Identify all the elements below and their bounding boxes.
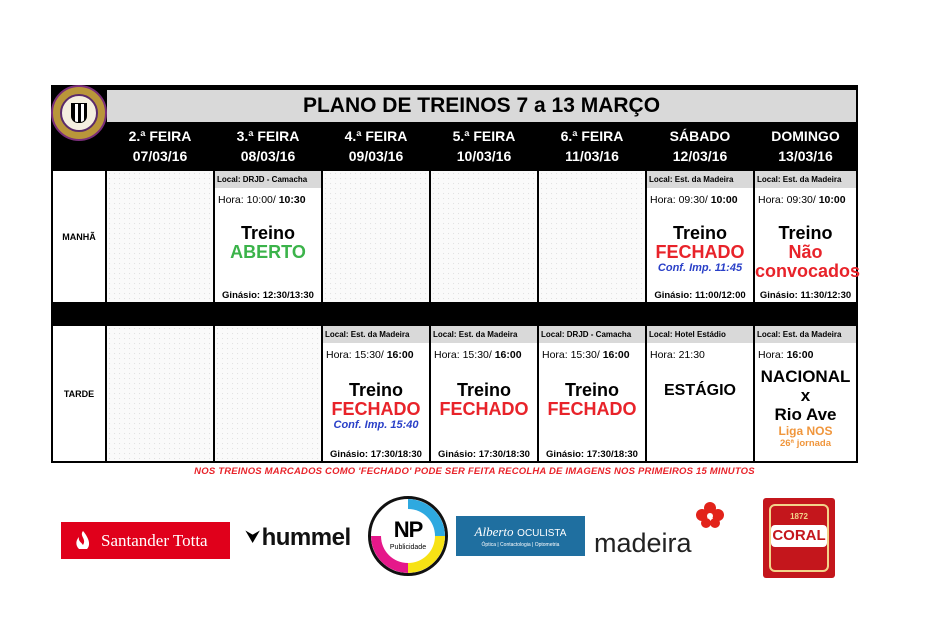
club-logo-cell (53, 87, 105, 167)
time-label: Hora: 10:00/ 10:30 (218, 194, 306, 206)
session-type: Treino (778, 223, 833, 243)
sponsor-np-publicidade (368, 496, 448, 576)
location-label: Local: DRJD - Camacha (215, 171, 321, 188)
session-type: Treino (240, 223, 295, 243)
day-header-tue (215, 124, 321, 167)
sponsor-madeira (594, 500, 730, 560)
gym-time: Ginásio: 17:30/18:30 (438, 449, 530, 460)
press-conference: Conf. Imp. 15:40 (333, 419, 419, 431)
day-name: 5.ª FEIRA (452, 128, 516, 144)
alberto-wordmark: Alberto OCULISTA (474, 524, 567, 539)
home-team: NACIONAL (760, 367, 851, 386)
day-header-sun (755, 124, 856, 167)
gym-time: Ginásio: 11:30/12:30 (759, 290, 852, 301)
session-status: ABERTO (230, 242, 306, 262)
day-date: 12/03/16 (672, 148, 728, 164)
madeira-wordmark: madeira (594, 528, 692, 558)
versus: x (800, 386, 811, 405)
cell-fri-afternoon (539, 326, 645, 461)
day-name: 2.ª FEIRA (128, 128, 192, 144)
day-name: SÁBADO (669, 128, 731, 144)
cell-sun-morning (755, 171, 861, 302)
day-name: DOMINGO (771, 128, 840, 144)
alberto-subtitle: Óptica | Contactologia | Optometria (481, 542, 560, 548)
cell-wed-morning (323, 171, 429, 302)
time-label: Hora: 15:30/ 16:00 (542, 349, 630, 361)
away-team: Rio Ave (774, 405, 837, 424)
day-header-thu (431, 124, 537, 167)
session-status: FECHADO (331, 399, 421, 419)
cell-thu-afternoon (431, 326, 537, 461)
gym-time: Ginásio: 11:00/12:00 (654, 290, 746, 301)
flame-icon (69, 528, 97, 554)
day-header-mon (107, 124, 213, 167)
sponsor-alberto-oculista (456, 516, 585, 556)
np-subtitle: Publicidade (389, 544, 427, 551)
day-header-fri (539, 124, 645, 167)
time-label: Hora: 21:30 (650, 349, 705, 361)
day-date: 10/03/16 (456, 148, 512, 164)
location-label: Local: Est. da Madeira (647, 171, 753, 188)
cell-sat-afternoon (647, 326, 753, 461)
location-label: Local: Est. da Madeira (755, 326, 856, 343)
matchday: 26ª jornada (779, 438, 832, 449)
day-header-wed (323, 124, 429, 167)
session-status: FECHADO (655, 242, 745, 262)
chevron-icon: ⮟ (246, 529, 260, 546)
time-label: Hora: 09:30/ 10:00 (650, 194, 738, 206)
row-label-afternoon: TARDE (53, 326, 105, 461)
day-name: 3.ª FEIRA (236, 128, 300, 144)
hummel-wordmark: hummel (261, 524, 351, 551)
session-status: FECHADO (547, 399, 637, 419)
cell-fri-morning (539, 171, 645, 302)
sponsor-santander (61, 522, 230, 559)
flower-icon (692, 500, 728, 530)
session-status: FECHADO (439, 399, 529, 419)
location-label: Local: Est. da Madeira (755, 171, 856, 188)
day-date: 08/03/16 (240, 148, 296, 164)
day-date: 07/03/16 (132, 148, 188, 164)
gym-time: Ginásio: 17:30/18:30 (546, 449, 638, 460)
session-type: Treino (564, 380, 619, 400)
day-name: 4.ª FEIRA (344, 128, 408, 144)
day-date: 11/03/16 (565, 148, 619, 164)
time-label: Hora: 09:30/ 10:00 (758, 194, 846, 206)
competition: Liga NOS (778, 424, 833, 438)
coral-wordmark: CORAL (771, 525, 827, 547)
day-name: 6.ª FEIRA (560, 128, 624, 144)
session-status: Não (788, 242, 823, 262)
day-header-sat (647, 124, 753, 167)
coral-year: 1872 (790, 512, 808, 521)
press-conference: Conf. Imp. 11:45 (657, 262, 743, 274)
time-label: Hora: 15:30/ 16:00 (434, 349, 522, 361)
cell-sat-morning (647, 171, 753, 302)
cell-tue-afternoon (215, 326, 321, 461)
location-label: Local: Hotel Estádio (647, 326, 753, 343)
cell-thu-morning (431, 171, 537, 302)
cell-mon-morning (107, 171, 213, 302)
session-type: Treino (672, 223, 727, 243)
row-label-morning: MANHÃ (53, 171, 105, 302)
club-crest-icon (51, 85, 107, 141)
time-label: Hora: 16:00 (758, 349, 814, 361)
session-type: Treino (348, 380, 403, 400)
session-type: Treino (456, 380, 511, 400)
np-wordmark: NP (393, 517, 423, 542)
training-plan-table (51, 85, 861, 463)
footnote: NOS TREINOS MARCADOS COMO 'FECHADO' PODE SER FEITA RECOLHA DE IMAGENS NOS PRIMEIROS 15 MINUTOS (194, 466, 755, 477)
time-label: Hora: 15:30/ 16:00 (326, 349, 414, 361)
day-date: 09/03/16 (348, 148, 404, 164)
sponsor-hummel (246, 522, 358, 554)
table-title: PLANO DE TREINOS 7 a 13 MARÇO (107, 90, 856, 122)
gym-time: Ginásio: 12:30/13:30 (222, 290, 314, 301)
sponsor-coral (763, 498, 835, 578)
location-label: Local: DRJD - Camacha (539, 326, 645, 343)
santander-wordmark: Santander Totta (101, 530, 208, 550)
location-label: Local: Est. da Madeira (323, 326, 429, 343)
session-status-2: convocados (755, 261, 861, 281)
cell-wed-afternoon (323, 326, 429, 461)
day-date: 13/03/16 (778, 148, 833, 164)
cell-sun-afternoon (755, 326, 856, 461)
session-type: ESTÁGIO (663, 382, 736, 399)
cell-tue-morning (215, 171, 321, 302)
gym-time: Ginásio: 17:30/18:30 (330, 449, 422, 460)
location-label: Local: Est. da Madeira (431, 326, 537, 343)
cell-mon-afternoon (107, 326, 213, 461)
